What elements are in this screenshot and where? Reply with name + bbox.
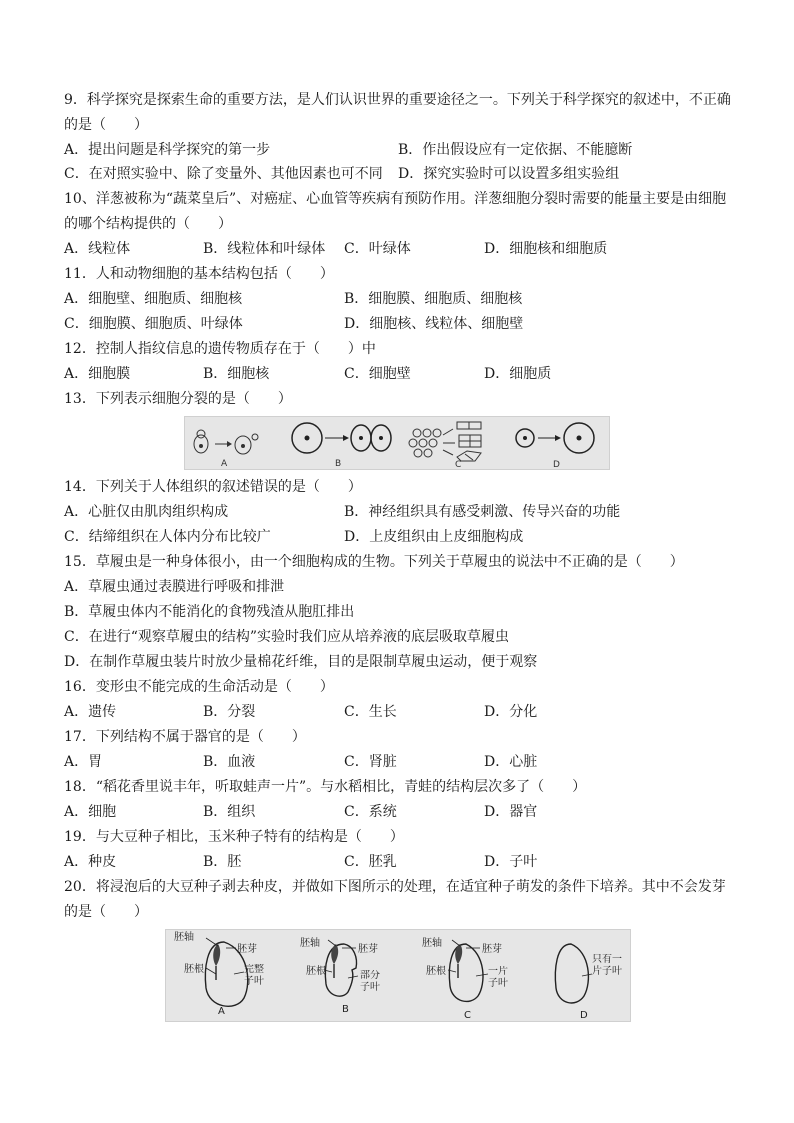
figure-b-fission xyxy=(292,423,391,453)
bean-seed-figure xyxy=(165,929,631,1022)
question-14-stem: 14．下列关于人体组织的叙述错误的是（ ） xyxy=(64,479,362,495)
seed-c-embryo-axis-label: 胚轴 xyxy=(422,938,442,949)
cell-division-figure xyxy=(184,416,610,470)
question-9-option-b: B．作出假设应有一定依据、不能臆断 xyxy=(398,142,633,158)
figure-a-label: A xyxy=(221,459,228,469)
seed-c-radicle-label: 胚根 xyxy=(426,966,446,977)
question-19-option-d: D．子叶 xyxy=(484,854,538,870)
question-14-option-b: B．神经组织具有感受刺激、传导兴奋的功能 xyxy=(344,504,621,520)
question-19-option-b: B．胚 xyxy=(203,854,242,870)
question-13-stem: 13．下列表示细胞分裂的是（ ） xyxy=(64,391,292,407)
question-12-stem: 12．控制人指纹信息的遗传物质存在于（ ）中 xyxy=(64,341,376,357)
figure-d-label: D xyxy=(553,460,560,469)
question-16-option-d: D．分化 xyxy=(484,704,538,720)
question-12-option-b: B．细胞核 xyxy=(203,366,270,382)
question-10-option-a: A．线粒体 xyxy=(64,241,131,257)
question-18-option-d: D．器官 xyxy=(484,804,538,820)
seed-b-embryo-axis-label: 胚轴 xyxy=(300,938,320,949)
figure-c-label: C xyxy=(455,460,462,469)
figure-c-differentiation xyxy=(409,422,481,461)
figure-b-label: B xyxy=(335,459,342,469)
bean-seed-diagram xyxy=(166,930,630,1021)
seed-b-label: B xyxy=(342,1004,349,1015)
question-14-option-a: A．心脏仅由肌肉组织构成 xyxy=(64,504,229,520)
seed-d-label: D xyxy=(580,1010,588,1021)
question-18-stem: 18．“稻花香里说丰年，听取蛙声一片”。与水稻相比，青蛙的结构层次多了（ ） xyxy=(64,779,587,795)
figure-d-growth xyxy=(516,423,594,453)
seed-c-label: C xyxy=(464,1010,471,1021)
question-11-stem: 11．人和动物细胞的基本结构包括（ ） xyxy=(64,266,334,282)
question-10-option-c: C．叶绿体 xyxy=(344,241,411,257)
seed-b xyxy=(324,940,358,996)
seed-a-whole-cotyledon-label: 完整子叶 xyxy=(244,964,264,987)
question-11-option-c: C．细胞膜、细胞质、叶绿体 xyxy=(64,316,243,332)
question-9-option-d: D．探究实验时可以设置多组实验组 xyxy=(398,166,620,182)
question-17-option-a: A．胃 xyxy=(64,754,103,770)
question-15-option-a: A．草履虫通过表膜进行呼吸和排泄 xyxy=(64,579,285,595)
question-18-option-b: B．组织 xyxy=(203,804,256,820)
cell-division-diagram xyxy=(185,417,609,469)
question-15-option-d: D．在制作草履虫装片时放少量棉花纤维，目的是限制草履虫运动，便于观察 xyxy=(64,654,538,670)
seed-b-radicle-label: 胚根 xyxy=(306,966,326,977)
question-11-option-b: B．细胞膜、细胞质、细胞核 xyxy=(344,291,523,307)
figure-a-budding xyxy=(194,430,258,454)
question-15-option-c: C．在进行“观察草履虫的结构”实验时我们应从培养液的底层吸取草履虫 xyxy=(64,629,510,645)
question-20-stem-line1: 20．将浸泡后的大豆种子剥去种皮，并做如下图所示的处理，在适宜种子萌发的条件下培养。其中不会发芽 xyxy=(64,879,726,895)
question-17-option-d: D．心脏 xyxy=(484,754,538,770)
question-17-option-c: C．肾脏 xyxy=(344,754,397,770)
seed-b-partial-cotyledon-label: 部分子叶 xyxy=(360,970,380,993)
question-14-option-d: D．上皮组织由上皮细胞构成 xyxy=(344,529,524,545)
question-16-stem: 16．变形虫不能完成的生命活动是（ ） xyxy=(64,679,334,695)
question-19-option-a: A．种皮 xyxy=(64,854,117,870)
seed-d xyxy=(555,944,592,1003)
question-12-option-c: C．细胞壁 xyxy=(344,366,411,382)
question-20-stem-line2: 的是（ ） xyxy=(64,904,148,920)
question-11-option-d: D．细胞核、线粒体、细胞壁 xyxy=(344,316,524,332)
question-12-option-d: D．细胞质 xyxy=(484,366,552,382)
question-9-option-a: A．提出问题是科学探究的第一步 xyxy=(64,142,271,158)
question-10-stem-line1: 10、洋葱被称为“蔬菜皇后”、对癌症、心血管等疾病有预防作用。洋葱细胞分裂时需要的能量主要是由细胞 xyxy=(64,191,727,207)
question-15-option-b: B．草履虫体内不能消化的食物残渣从胞肛排出 xyxy=(64,604,355,620)
question-15-stem: 15．草履虫是一种身体很小，由一个细胞构成的生物。下列关于草履虫的说法中不正确的是（ ） xyxy=(64,554,684,570)
question-18-option-c: C．系统 xyxy=(344,804,397,820)
seed-d-only-one-cotyledon-label: 只有一片子叶 xyxy=(592,954,622,977)
question-16-option-b: B．分裂 xyxy=(203,704,256,720)
question-17-option-b: B．血液 xyxy=(203,754,256,770)
seed-a-plumule-label: 胚芽 xyxy=(237,944,257,955)
seed-c-one-cotyledon-label: 一片子叶 xyxy=(488,966,508,989)
question-19-option-c: C．胚乳 xyxy=(344,854,397,870)
seed-a-label: A xyxy=(218,1006,225,1017)
question-10-option-b: B．线粒体和叶绿体 xyxy=(203,241,326,257)
seed-a-radicle-label: 胚根 xyxy=(184,964,204,975)
question-18-option-a: A．细胞 xyxy=(64,804,117,820)
question-17-stem: 17．下列结构不属于器官的是（ ） xyxy=(64,729,306,745)
question-16-option-a: A．遗传 xyxy=(64,704,117,720)
question-16-option-c: C．生长 xyxy=(344,704,397,720)
question-9-stem-line2: 的是（ ） xyxy=(64,117,148,133)
seed-c-plumule-label: 胚芽 xyxy=(482,944,502,955)
question-9-option-c: C．在对照实验中、除了变量外、其他因素也可不同 xyxy=(64,166,383,182)
question-14-option-c: C．结缔组织在人体内分布比较广 xyxy=(64,529,271,545)
seed-a-embryo-axis-label: 胚轴 xyxy=(174,932,194,943)
seed-b-plumule-label: 胚芽 xyxy=(358,944,378,955)
question-19-stem: 19．与大豆种子相比，玉米种子特有的结构是（ ） xyxy=(64,829,404,845)
question-12-option-a: A．细胞膜 xyxy=(64,366,131,382)
question-11-option-a: A．细胞壁、细胞质、细胞核 xyxy=(64,291,243,307)
question-10-stem-line2: 的哪个结构提供的（ ） xyxy=(64,216,232,232)
question-10-option-d: D．细胞核和细胞质 xyxy=(484,241,608,257)
question-9-stem-line1: 9．科学探究是探索生命的重要方法，是人们认识世界的重要途径之一。下列关于科学探究的叙述中，不正确 xyxy=(64,92,731,108)
